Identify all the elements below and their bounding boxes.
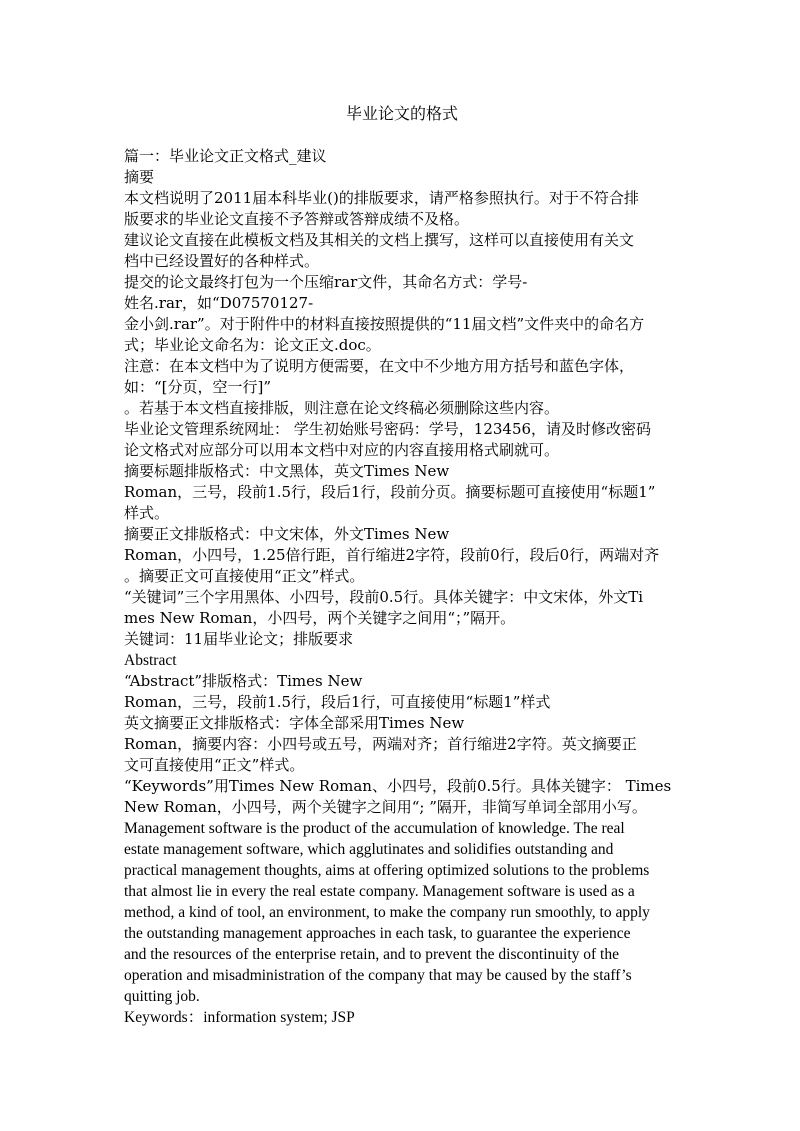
document-line: operation and misadministration of the company that may be caused by the staff’s — [124, 967, 632, 984]
document-line: 摘要标题排版格式：中文黑体，英文Times New — [124, 462, 450, 480]
document-line: “关键词”三个字用黑体、小四号，段前0.5行。具体关键字：中文宋体，外文Ti — [124, 588, 643, 606]
document-body — [124, 146, 680, 1028]
document-line: 文可直接使用“正文”样式。 — [124, 756, 305, 774]
document-line: 本文档说明了2011届本科毕业()的排版要求，请严格参照执行。对于不符合排 — [124, 189, 639, 207]
document-line: 注意：在本文档中为了说明方便需要，在文中不少地方用方括号和蓝色字体， — [124, 357, 635, 375]
document-line: New Roman，小四号，两个关键字之间用“; ”隔开，非简写单词全部用小写。 — [124, 798, 647, 816]
document-line: Management software is the product of the accumulation of knowledge. The real — [124, 820, 625, 837]
document-line: 建议论文直接在此模板文档及其相关的文档上撰写，这样可以直接使用有关文 — [124, 231, 635, 249]
document-line: Roman，三号，段前1.5行，段后1行，段前分页。摘要标题可直接使用“标题1” — [124, 483, 656, 501]
document-line: 档中已经设置好的各种样式。 — [124, 252, 320, 270]
document-line: method, a kind of tool, an environment, to make the company run smoothly, to apply — [124, 904, 650, 921]
document-line: 。摘要正文可直接使用“正文”样式。 — [124, 567, 365, 585]
document-line: 提交的论文最终打包为一个压缩rar文件，其命名方式：学号- — [124, 273, 528, 291]
document-line: 摘要 — [124, 168, 155, 186]
document-line: 式；毕业论文命名为：论文正文.doc。 — [124, 336, 381, 354]
document-line: 。若基于本文档直接排版，则注意在论文终稿必须删除这些内容。 — [124, 399, 560, 417]
document-title: 毕业论文的格式 — [345, 104, 458, 123]
document-line: Roman，小四号，1.25倍行距，首行缩进2字符，段前0行，段后0行，两端对齐 — [124, 546, 660, 564]
document-line: practical management thoughts, aims at offering optimized solutions to the problems — [124, 862, 650, 879]
document-line: “Keywords”用Times New Roman、小四号，段前0.5行。具体关键字： Times — [124, 777, 672, 795]
document-line: estate management software, which agglutinates and solidifies outstanding and — [124, 841, 614, 858]
document-line: quitting job. — [124, 988, 200, 1005]
document-line: “Abstract”排版格式：Times New — [124, 672, 363, 690]
document-line: 金小剑.rar”。对于附件中的材料直接按照提供的“11届文档”文件夹中的命名方 — [124, 315, 645, 333]
document-line: the outstanding management approaches in each task, to guarantee the experience — [124, 925, 631, 942]
document-line: that almost lie in every the real estate company. Management software is used as a — [124, 883, 635, 900]
document-line: 论文格式对应部分可以用本文档中对应的内容直接用格式刷就可。 — [124, 441, 560, 459]
document-line: 如：“[分页，空一行]” — [124, 378, 272, 396]
document-line: 姓名.rar，如“D07570127- — [124, 294, 314, 312]
document-line: Keywords：information system; JSP — [124, 1009, 355, 1026]
document-line: 摘要正文排版格式：中文宋体，外文Times New — [124, 525, 450, 543]
document-line: 关键词：11届毕业论文；排版要求 — [124, 630, 354, 648]
document-line: 英文摘要正文排版格式：字体全部采用Times New — [124, 714, 465, 732]
document-line: 样式。 — [124, 504, 170, 522]
document-line: Roman，三号，段前1.5行，段后1行，可直接使用“标题1”样式 — [124, 693, 551, 711]
document-line: 毕业论文管理系统网址： 学生初始账号密码：学号，123456，请及时修改密码 — [124, 420, 652, 438]
document-line: Abstract — [124, 652, 177, 669]
document-line: Roman，摘要内容：小四号或五号，两端对齐；首行缩进2字符。英文摘要正 — [124, 735, 637, 753]
document-line: and the resources of the enterprise retain, and to prevent the discontinuity of the — [124, 946, 619, 963]
document-line: 版要求的毕业论文直接不予答辩或答辩成绩不及格。 — [124, 210, 470, 228]
document-line: 篇一：毕业论文正文格式_建议 — [124, 147, 327, 165]
document-line: mes New Roman，小四号，两个关键字之间用“；”隔开。 — [124, 609, 516, 627]
